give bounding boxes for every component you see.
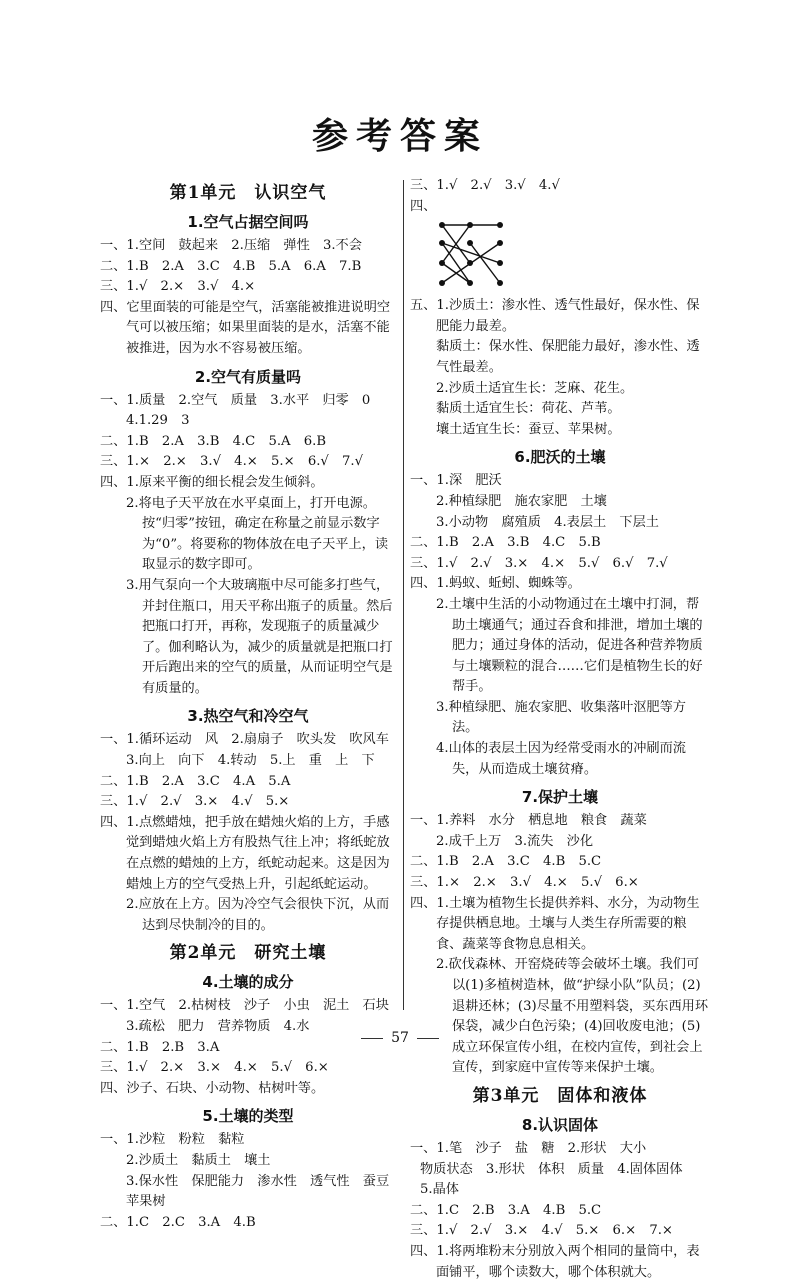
answer-line: 五、1.沙质土：渗水性、透气性最好，保水性、保肥能力最差。: [410, 298, 700, 334]
page-title: 参考答案: [311, 115, 488, 157]
answer-line: 一、1.循环运动 风 2.扇扇子 吹头发 吹风车: [100, 732, 389, 748]
answer-line: 二、1.B 2.B 3.A: [100, 1039, 220, 1055]
answer-line: 壤土适宜生长：蚕豆、苹果树。: [436, 421, 621, 437]
answer-line: 三、1.√ 2.× 3.√ 4.×: [100, 279, 256, 295]
answer-line: 3.向上 向下 4.转动 5.上 重 上 下: [126, 753, 375, 769]
answer-line: 黏质土：保水性、保肥能力最好，渗水性、透气性最差。: [436, 339, 700, 375]
lesson-3-title: 3.热空气和冷空气: [187, 707, 309, 726]
answer-line: 四、1.将两堆粉末分别放入两个相同的量筒中，表面铺平，哪个读数大，哪个体积就大。: [410, 1243, 700, 1280]
answer-line: 2.砍伐森林、开窑烧砖等会破坏土壤。我们可以(1)多植树造林，做“护绿小队”队员；(2)退耕还林；(3)尽量不用塑料袋，买东西用环保袋，减少白色污染；(4)回收废电池；(5)成立环保宣传小组，在校内宣传，到社会上宣传，到家庭中宣传等来保护土壤。: [436, 957, 709, 1076]
answer-line: 2.沙质土 黏质土 壤土: [126, 1152, 271, 1168]
page-number: [0, 1030, 800, 1046]
unit-1-heading: [100, 178, 396, 203]
answer-line: 四、1.点燃蜡烛，把手放在蜡烛火焰的上方，手感觉到蜡烛火焰上方有股热气往上冲；将纸蛇放在点燃的蜡烛的上方，纸蛇动起来。这是因为蜡烛上方的空气受热上升，引起纸蛇运动。: [100, 814, 390, 892]
answer-line: 二、1.B 2.A 3.C 4.A 5.A: [100, 773, 291, 789]
answer-line: 一、1.空间 鼓起来 2.压缩 弹性 3.不会: [100, 238, 362, 253]
answer-line: 2.成千上万 3.流失 沙化: [436, 833, 594, 849]
column-divider: [403, 180, 404, 1010]
answer-line: 二、1.B 2.A 3.B 4.C 5.A 6.B: [100, 433, 327, 449]
answer-line: 4.1.29 3: [126, 413, 190, 429]
lesson-7-title: 7.保护土壤: [521, 788, 599, 807]
answer-line: 二、1.C 2.B 3.A 4.B 5.C: [410, 1202, 602, 1218]
answer-line: 一、1.笔 沙子 盐 糖 2.形状 大小: [410, 1140, 647, 1156]
answer-line: 三、1.√ 2.√ 3.× 4.× 5.√ 6.√ 7.√: [410, 555, 668, 571]
answer-line: 四、1.土壤为植物生长提供养料、水分，为动物生存提供栖息地。土壤与人类生存所需要的粮食、蔬菜等食物息息相关。: [410, 895, 700, 952]
answer-line: 三、1.√ 2.√ 3.√ 4.√: [410, 178, 560, 193]
lesson-8-title: 8.认识固体: [521, 1115, 599, 1134]
answer-line: 四、它里面装的可能是空气，活塞能被推进说明空气可以被压缩；如果里面装的是水，活塞不能被推进，因为水不容易被压缩。: [100, 299, 391, 356]
unit-name: 认识空气: [254, 183, 327, 203]
answer-line: 二、1.B 2.A 3.B 4.C 5.B: [410, 535, 601, 551]
answer-line: 三、1.√ 2.√ 3.× 4.√ 5.×: [100, 794, 290, 810]
answer-line: 三、1.× 2.× 3.√ 4.× 5.× 6.√ 7.√: [100, 454, 363, 470]
answer-line: 2.土壤中生活的小动物通过在土壤中打洞，帮助土壤通气；通过吞食和排泄，增加土壤的肥力；通过身体的活动，促进各种营养物质与土壤颗粒的混合……它们是植物生长的好帮手。: [436, 596, 703, 695]
lesson-5-title: 5.土壤的类型: [202, 1107, 294, 1126]
matching-diagram: [436, 219, 516, 289]
answer-line: 三、1.√ 2.× 3.× 4.× 5.√ 6.×: [100, 1060, 329, 1076]
answer-line: 四、: [410, 198, 437, 214]
lesson-4-title: 4.土壤的成分: [202, 973, 294, 992]
unit-number: 第1单元: [169, 183, 237, 203]
lesson-6-title: 6.肥沃的土壤: [514, 448, 606, 467]
answer-line: 2.种植绿肥 施农家肥 土壤: [436, 493, 607, 509]
answer-line: 二、1.B 2.A 3.C 4.B 5.C: [410, 854, 602, 870]
answer-line: 一、1.质量 2.空气 质量 3.水平 归零 0: [100, 392, 371, 408]
answer-line: 四、1.蚂蚁、蚯蚓、蜘蛛等。: [410, 576, 581, 592]
answer-line: 一、1.深 肥沃: [410, 473, 502, 489]
answer-line: 物质状态 3.形状 体积 质量 4.固体固体: [420, 1161, 683, 1177]
answer-line: 黏质土适宜生长：荷花、芦苇。: [436, 401, 621, 417]
answer-line: 4.山体的表层土因为经常受雨水的冲刷而流失，从而造成土壤贫瘠。: [436, 741, 686, 777]
answer-line: 2.沙质土适宜生长：芝麻、花生。: [436, 380, 634, 396]
lesson-1-title: 1.空气占据空间吗: [187, 213, 309, 231]
answer-line: 二、1.C 2.C 3.A 4.B: [100, 1214, 256, 1230]
lesson-2-title: 2.空气有质量吗: [194, 367, 302, 386]
unit-name: 研究土壤: [254, 943, 327, 964]
answer-line: 2.将电子天平放在水平桌面上，打开电源。按“归零”按钮，确定在称量之前显示数字为“0”。将要称的物体放在电子天平上，读取显示的数字即可。: [126, 495, 389, 573]
page-number-dash: [361, 1038, 383, 1039]
unit-number: 第3单元: [472, 1085, 540, 1106]
answer-line: 3.疏松 肥力 营养物质 4.水: [126, 1019, 310, 1034]
answer-line: 3.种植绿肥、施农家肥、收集落叶沤肥等方法。: [436, 699, 686, 736]
answer-line: 一、1.养料 水分 栖息地 粮食 蔬菜: [410, 813, 647, 829]
answer-line: 3.保水性 保肥能力 渗水性 透气性 蚕豆 苹果树: [126, 1173, 403, 1210]
unit-2-heading: [100, 938, 396, 963]
answer-line: 2.应放在上方。因为冷空气会很快下沉，从而达到尽快制冷的目的。: [126, 897, 390, 933]
answer-line: 二、1.B 2.A 3.C 4.B 5.A 6.A 7.B: [100, 258, 362, 274]
unit-name: 固体和液体: [557, 1085, 648, 1106]
answer-line: 四、沙子、石块、小动物、枯树叶等。: [100, 1080, 325, 1096]
answer-line: 三、1.√ 2.√ 3.× 4.√ 5.× 6.× 7.×: [410, 1223, 673, 1239]
page-number-value: 57: [391, 1030, 409, 1046]
answer-line: 3.用气泵向一个大玻璃瓶中尽可能多打些气，并封住瓶口，用天平称出瓶子的质量。然后把瓶口打开，再称，发现瓶子的质量减少了。伽利略认为，减少的质量就是把瓶口打开后跑出来的空气的质量，从而证明空气是有质量的。: [126, 577, 393, 696]
answer-line: 3.小动物 腐殖质 4.表层土 下层土: [436, 514, 659, 530]
answer-line: 三、1.× 2.× 3.√ 4.× 5.√ 6.×: [410, 875, 639, 891]
page-number-dash: [417, 1038, 439, 1039]
answer-line: 一、1.沙粒 粉粒 黏粒: [100, 1132, 245, 1148]
answer-line: 四、1.原来平衡的细长棍会发生倾斜。: [100, 474, 324, 490]
unit-3-heading: [410, 1081, 710, 1106]
right-column: [410, 176, 710, 1283]
answer-line: 5.晶体: [420, 1182, 459, 1198]
unit-number: 第2单元: [169, 943, 237, 964]
answer-line: 一、1.空气 2.枯树枝 沙子 小虫 泥土 石块: [100, 998, 389, 1014]
